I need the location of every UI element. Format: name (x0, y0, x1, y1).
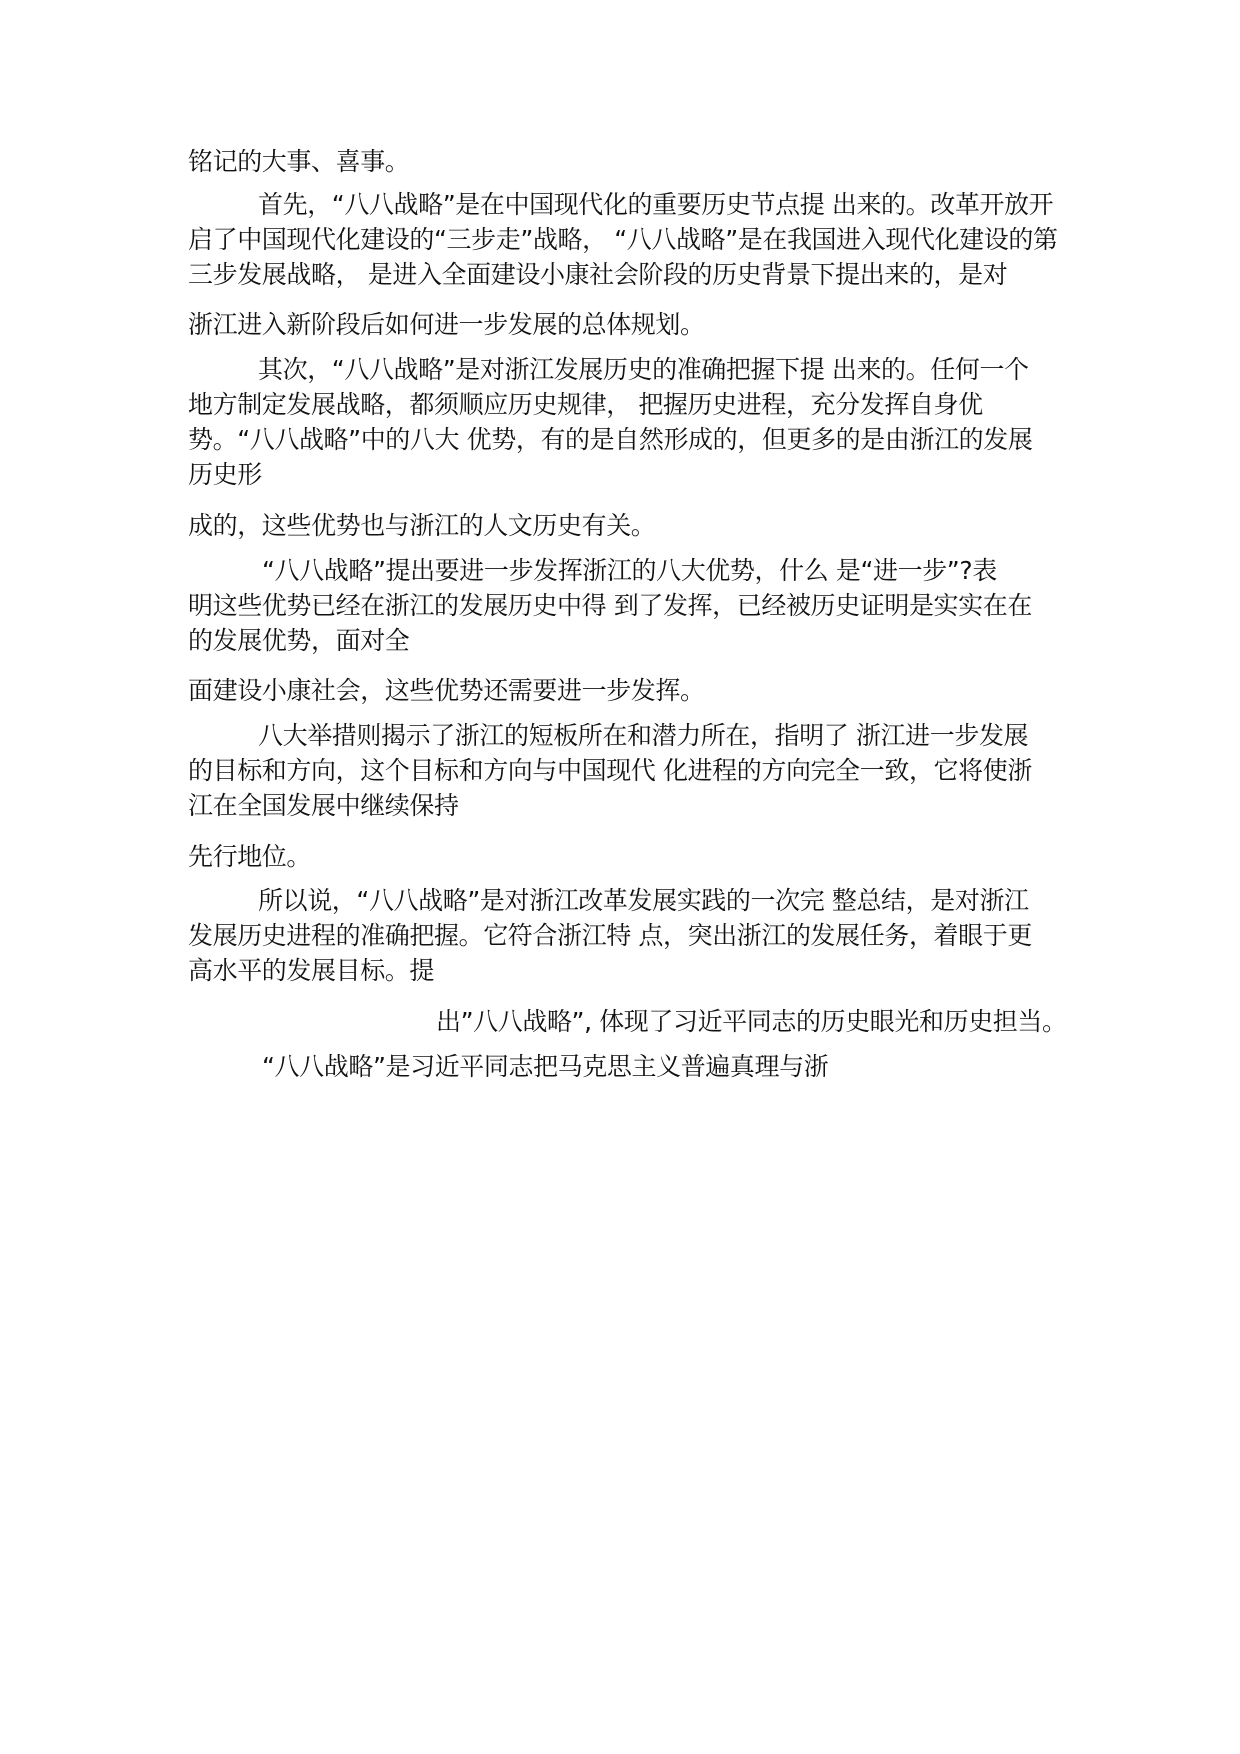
text-line: 面建设小康社会，这些优势还需要进一步发挥。 (188, 676, 705, 705)
text-line: 三步发展战略， 是进入全面建设小康社会阶段的历史背景下提出来的，是对 (188, 260, 1008, 289)
text-line: “八八战略”是习近平同志把马克思主义普遍真理与浙 (262, 1052, 829, 1081)
text-line: 发展历史进程的准确把握。它符合浙江特 点，突出浙江的发展任务，着眼于更 (188, 921, 1032, 950)
text-line: 浙江进入新阶段后如何进一步发展的总体规划。 (188, 310, 705, 339)
text-line: 出”八八战略”, 体现了习近平同志的历史眼光和历史担当。 (436, 1007, 1067, 1036)
text-line: “八八战略”提出要进一步发挥浙江的八大优势，什么 是“进一步”?表 (262, 556, 997, 585)
text-line: 所以说，“八八战略”是对浙江改革发展实践的一次完 整总结，是对浙江 (258, 886, 1029, 915)
text-line: 的目标和方向，这个目标和方向与中国现代 化进程的方向完全一致，它将使浙 (188, 756, 1032, 785)
text-line: 历史形 (188, 460, 262, 489)
text-line: 先行地位。 (188, 842, 312, 871)
text-line: 江在全国发展中继续保持 (188, 791, 459, 820)
text-line: 首先，“八八战略”是在中国现代化的重要历史节点提 出来的。改革开放开 (258, 190, 1054, 219)
text-line: 势。“八八战略”中的八大 优势，有的是自然形成的，但更多的是由浙江的发展 (188, 425, 1033, 454)
text-line: 的发展优势，面对全 (188, 626, 410, 655)
text-line: 高水平的发展目标。提 (188, 956, 435, 985)
text-line: 地方制定发展战略，都须顺应历史规律， 把握历史进程，充分发挥自身优 (188, 390, 983, 419)
text-line: 成的，这些优势也与浙江的人文历史有关。 (188, 511, 656, 540)
text-line: 八大举措则揭示了浙江的短板所在和潜力所在，指明了 浙江进一步发展 (258, 721, 1029, 750)
text-line: 明这些优势已经在浙江的发展历史中得 到了发挥，已经被历史证明是实实在在 (188, 591, 1032, 620)
text-line: 铭记的大事、喜事。 (188, 147, 410, 176)
text-line: 其次，“八八战略”是对浙江发展历史的准确把握下提 出来的。任何一个 (258, 355, 1029, 384)
text-line: 启了中国现代化建设的“三步走”战略， “八八战略”是在我国进入现代化建设的第 (188, 225, 1058, 254)
